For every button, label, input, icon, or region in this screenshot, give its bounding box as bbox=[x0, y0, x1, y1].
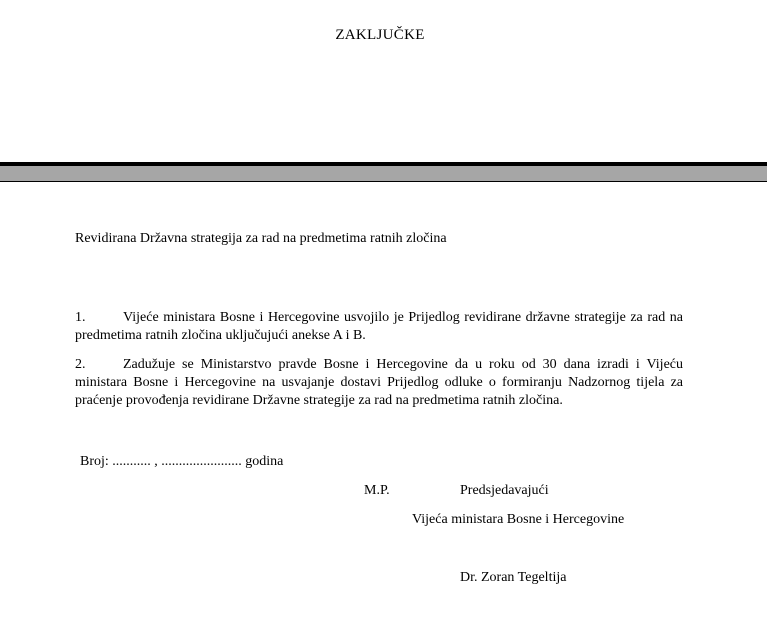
conclusion-item-text: Zadužuje se Ministarstvo pravde Bosne i Hercegovine da u roku od 30 dana izradi i Vijeću ministara Bosne i Hercegovine na usvajanje dostavi Prijedlog odluke o formiranju Nadzornog tijela za praćenje provođenja revidirane Državne strategije za rad na predmetima ratnih zločina. bbox=[75, 357, 683, 408]
conclusion-item-2 bbox=[75, 356, 683, 410]
signatory-role: Predsjedavajući bbox=[460, 483, 549, 498]
signatory-name: Dr. Zoran Tegeltija bbox=[460, 570, 567, 585]
header-separator bbox=[0, 162, 767, 182]
seal-placeholder: M.P. bbox=[364, 483, 390, 498]
conclusion-item-1 bbox=[75, 309, 683, 345]
conclusion-item-number: 1. bbox=[75, 310, 86, 325]
separator-grey-band bbox=[0, 166, 767, 182]
document-subject: Revidirana Državna strategija za rad na predmetima ratnih zločina bbox=[75, 231, 447, 246]
conclusion-item-text: Vijeće ministara Bosne i Hercegovine usvojilo je Prijedlog revidirane državne strategije za rad na predmetima ratnih zločina uključujući anekse A i B. bbox=[75, 310, 683, 343]
document-title: ZAKLJUČKE bbox=[335, 27, 425, 43]
reference-number-line: Broj: ........... , ....................... godina bbox=[80, 454, 284, 469]
signatory-body: Vijeća ministara Bosne i Hercegovine bbox=[412, 512, 625, 527]
conclusion-item-number: 2. bbox=[75, 357, 86, 372]
